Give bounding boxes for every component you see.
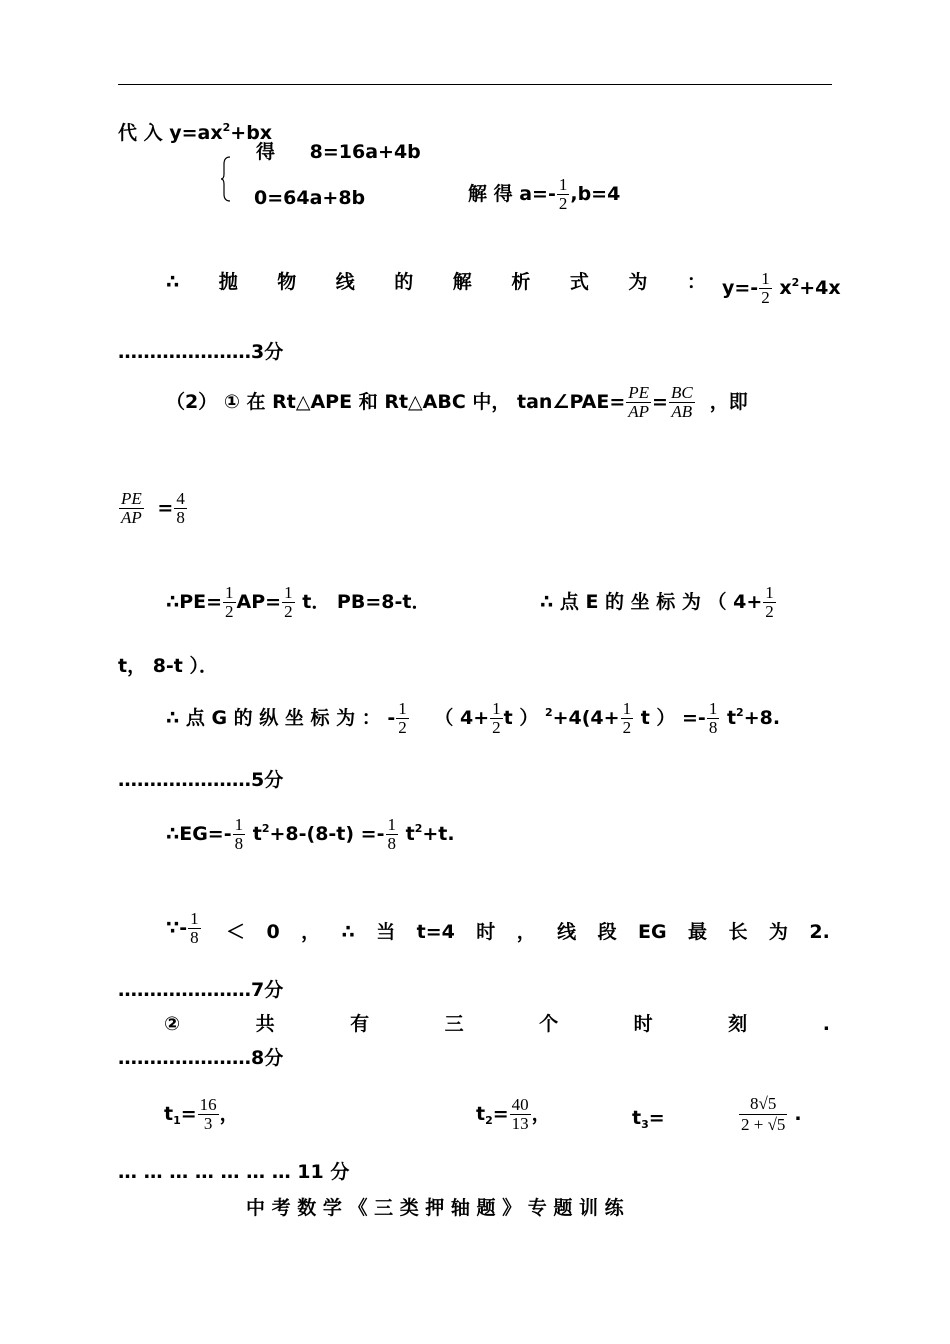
pe-line: ∴PE= $\frac{1}{2}$ AP= $\frac{1}{2}$ t． PB=8-t． xyxy=(166,583,431,621)
header-rule xyxy=(118,84,832,85)
score-3: …………………3分 xyxy=(118,341,284,363)
parabola-expression: y=- $\frac{1}{2}$ $x^2+4x$ xyxy=(722,269,841,307)
score-7: …………………7分 xyxy=(118,979,284,1001)
sys-get-line xyxy=(256,140,421,164)
max-line: ＜ 0 ， ∴ 当 t=4 时 ， 线 段 EG 最 长 为 2. xyxy=(226,921,830,943)
t3-value: $\frac{8√5}{2 + √5}$ . xyxy=(741,1094,802,1134)
substitute-tail: +bx xyxy=(230,122,273,144)
score-8: …………………8分 xyxy=(118,1047,284,1069)
substitute-line: 代 入 $y=ax^2+bx$ xyxy=(118,121,273,144)
sys-get-text: 得 xyxy=(256,141,276,163)
t3-label: $t_3=$ xyxy=(632,1107,665,1131)
t1-value: $t_1=$ $\frac{16}{3}$ ， xyxy=(164,1095,239,1133)
equation-2: 0=64a+8b xyxy=(254,187,366,209)
fraction-bc-ab: $\frac{BC}{AB}$ xyxy=(670,383,693,421)
ratio-line: $\frac{PE}{AP}$ = $\frac{4}{8}$ xyxy=(121,489,185,527)
footer-title: 中 考 数 学 《 三 类 押 轴 题 》 专 题 训 练 xyxy=(246,1197,624,1219)
t2-value: $t_2=$ $\frac{40}{13}$ ， xyxy=(476,1095,551,1133)
eg-line: ∴EG=- $\frac{1}{8}$ $t^2+8-(8-t)$ =- $\frac{1}{8}$ $t^2+t$. xyxy=(166,815,455,853)
score-11: … … … … … … … 11 分 xyxy=(118,1161,350,1183)
score-5: …………………5分 xyxy=(118,769,284,791)
point-e-coord-cont: t， 8-t ）． xyxy=(118,655,219,677)
moments-line: ② 共 有 三 个 时 刻 . xyxy=(164,1013,830,1035)
fraction-pe-ap: $\frac{PE}{AP}$ xyxy=(628,383,650,421)
solve-tail: ,b=4 xyxy=(570,183,621,205)
part2-line: （2） ① 在 Rt△APE 和 Rt△ABC 中， tan∠PAE= $\frac{PE}{AP}$ = $\frac{BC}{AB}$ ，即 xyxy=(166,383,748,421)
point-g-line: ∴ 点 G 的 纵 坐 标 为 ： - $\frac{1}{2}$ （ 4+ $\frac{1}{2}$ t ） $^2$+4(4+ $\frac{1}{2}$ t ） =- $\frac{1}{8}$ $t^2+8$. xyxy=(166,699,781,737)
solve-label: 解 得 a=- xyxy=(468,183,556,205)
solve-line xyxy=(468,176,620,213)
fraction-half: $\frac{1}{2}$ xyxy=(558,175,568,213)
point-e-coord: ∴ 点 E 的 坐 标 为 （ 4+ $\frac{1}{2}$ xyxy=(540,583,774,621)
max-prefix: ∵- $\frac{1}{8}$ xyxy=(166,909,199,947)
system-brace-icon xyxy=(220,156,232,202)
parabola-heading: ∴ 抛 物 线 的 解 析 式 为 ： xyxy=(166,271,706,293)
part2-intro: （2） ① 在 Rt△APE 和 Rt△ABC 中， tan∠PAE= xyxy=(166,391,626,413)
equation-1: 8=16a+4b xyxy=(309,141,421,163)
substitute-text: 代 入 y=ax xyxy=(118,122,223,144)
